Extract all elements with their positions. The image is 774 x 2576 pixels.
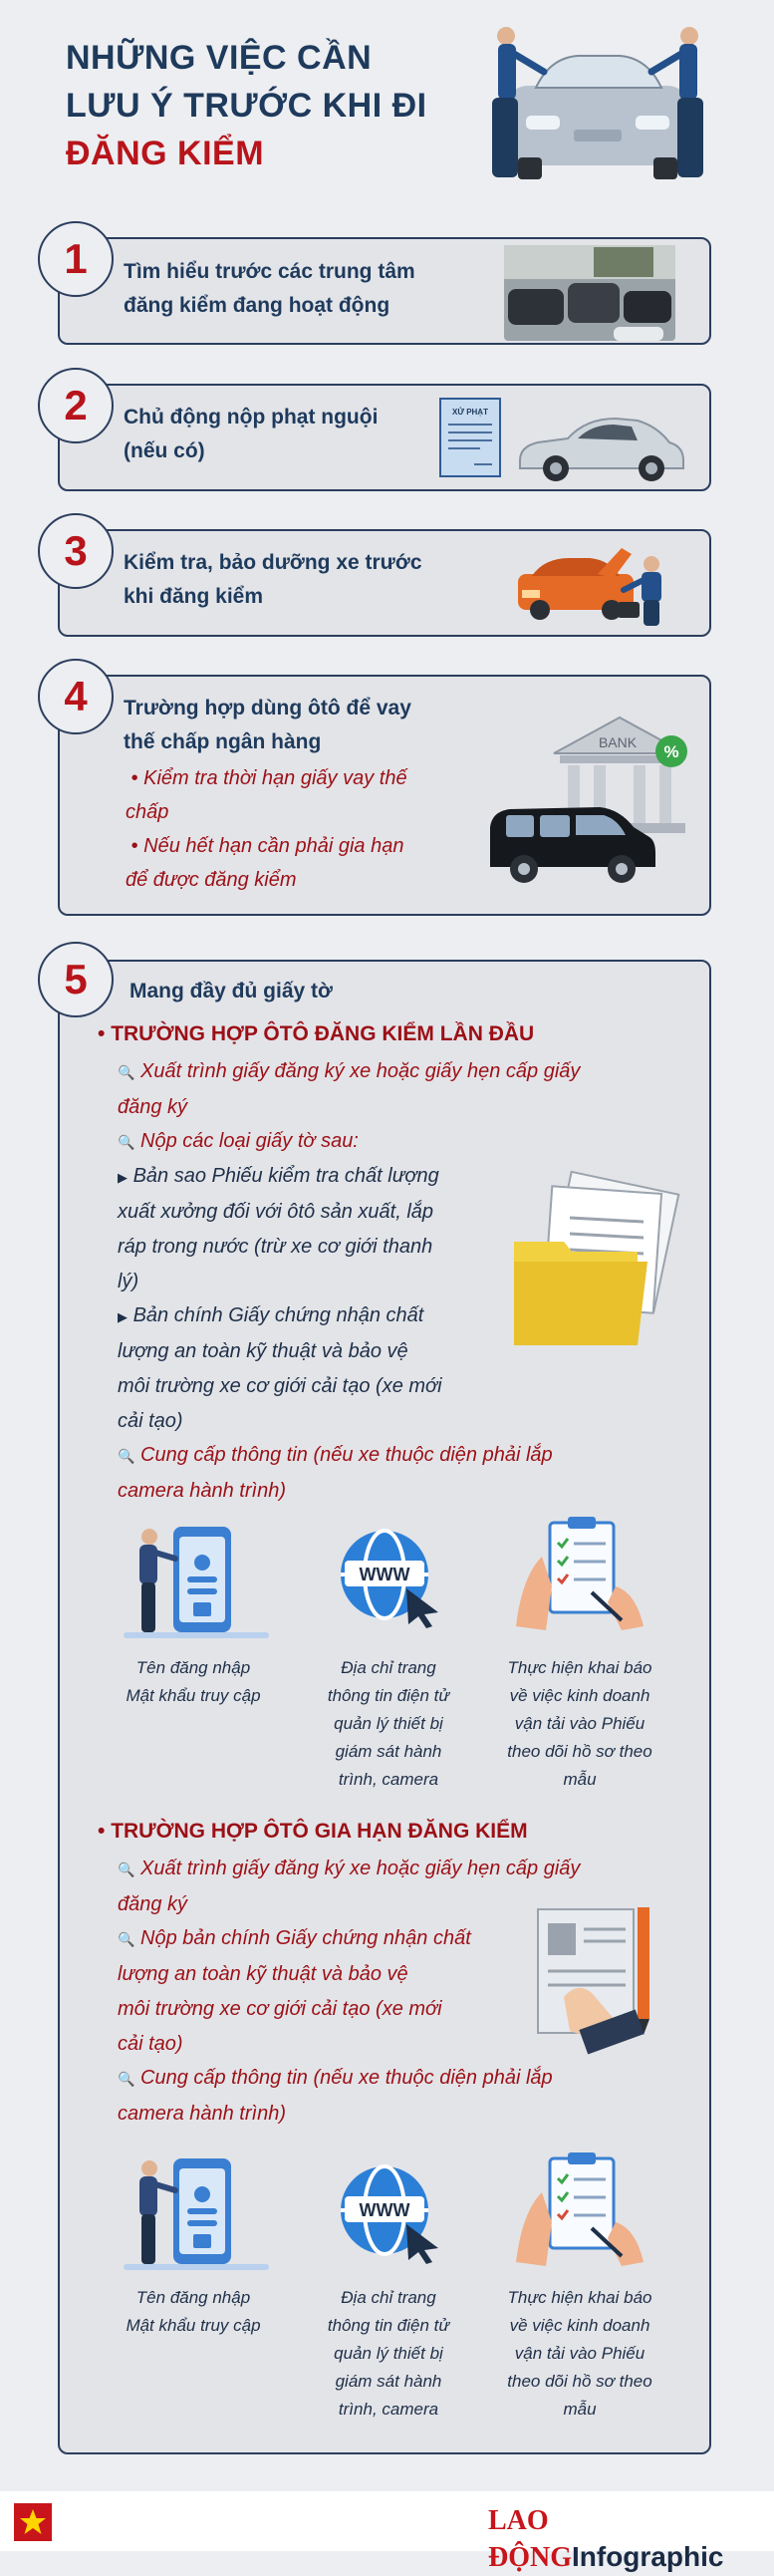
magnifier-icon: 🔍	[118, 1931, 135, 1947]
first-time-item-1: 🔍 Xuất trình giấy đăng ký xe hoặc giấy hẹn cấp giấy đăng ký	[118, 1060, 581, 1118]
fine-document-icon	[434, 395, 504, 480]
magnifier-icon: 🔍	[118, 2071, 135, 2087]
first-time-item-2: 🔍 Nộp các loại giấy tờ sau:	[118, 1130, 359, 1152]
mechanics-car-illustration	[478, 24, 717, 183]
magnifier-icon: 🔍	[118, 1134, 135, 1150]
step-5-number: 5	[38, 942, 114, 1017]
magnifier-icon: 🔍	[118, 1861, 135, 1877]
renewal-heading: • TRƯỜNG HỢP ÔTÔ GIA HẠN ĐĂNG KIỂM	[98, 1820, 528, 1843]
magnifier-icon: 🔍	[118, 1064, 135, 1080]
globe-www-icon	[335, 1525, 444, 1628]
triangle-bullet-icon: ▶	[118, 1309, 128, 1324]
renewal-item-2: 🔍 Nộp bản chính Giấy chứng nhận chất lượng an toàn kỹ thuật và bảo vệ môi trường xe cơ giới cải tạo (xe mới cải tạo)	[118, 1927, 471, 2055]
step-4-bullet-1: • Kiểm tra thời hạn giấy vay thế chấp	[126, 767, 407, 823]
globe-www-icon	[335, 2160, 444, 2264]
caption-web-2: Địa chỉ trang thông tin điện tử quản lý thiết bị giám sát hành trình, camera	[327, 2288, 450, 2419]
step-4-text: Trường hợp dùng ôtô để vay thế chấp ngân hàng	[124, 697, 411, 753]
page-title: NHỮNG VIỆC CẦN LƯU Ý TRƯỚC KHI ĐI ĐĂNG KIỂM	[66, 39, 427, 172]
car-repair-icon	[514, 546, 669, 626]
first-time-heading: • TRƯỜNG HỢP ÔTÔ ĐĂNG KIỂM LẦN ĐẦU	[98, 1022, 535, 1045]
silver-car-icon	[512, 409, 687, 484]
renewal-item-1: 🔍 Xuất trình giấy đăng ký xe hoặc giấy hẹn cấp giấy đăng ký	[118, 1858, 581, 1915]
step-4-bullet-2: • Nếu hết hạn cần phải gia hạn để được đăng kiểm	[126, 835, 404, 891]
www-label: WWW	[359, 2200, 410, 2220]
step-3-number: 3	[38, 513, 114, 589]
login-phone-icon	[124, 2154, 269, 2272]
fine-document-label: XỬ PHẠT	[452, 408, 488, 417]
step-2-number: 2	[38, 368, 114, 443]
profile-document-icon	[530, 1901, 661, 2045]
checklist-form-icon	[512, 2152, 647, 2272]
step-3-text: Kiểm tra, bảo dưỡng xe trước khi đăng kiểm	[124, 551, 422, 608]
caption-login-2: Tên đăng nhập Mật khẩu truy cập	[126, 2288, 261, 2335]
first-time-sub-2: ▶ Bản chính Giấy chứng nhận chất lượng an toàn kỹ thuật và bảo vệ môi trường xe cơ giới cải tạo (xe mới cải tạo)	[118, 1304, 442, 1432]
brand-logo: LAO ĐỘNGInfographic	[488, 2505, 724, 2573]
caption-report-1: Thực hiện khai báo về việc kinh doanh vận tải vào Phiếu theo dõi hồ sơ theo mẫu	[507, 1658, 652, 1789]
step-1-number: 1	[38, 221, 114, 297]
caption-login-1: Tên đăng nhập Mật khẩu truy cập	[126, 1658, 261, 1705]
folder-documents-icon	[508, 1172, 677, 1351]
inspection-center-photo	[504, 245, 675, 341]
footer	[0, 2491, 774, 2573]
caption-report-2: Thực hiện khai báo về việc kinh doanh vận tải vào Phiếu theo dõi hồ sơ theo mẫu	[507, 2288, 652, 2419]
bank-label: BANK	[598, 734, 638, 750]
magnifier-icon: 🔍	[118, 1448, 135, 1464]
triangle-bullet-icon: ▶	[118, 1170, 128, 1185]
step-1-text: Tìm hiểu trước các trung tâm đăng kiểm đang hoạt động	[124, 260, 415, 317]
first-time-item-3: 🔍 Cung cấp thông tin (nếu xe thuộc diện phải lắp camera hành trình)	[118, 1444, 553, 1502]
step-2-text: Chủ động nộp phạt nguội (nếu có)	[124, 406, 379, 462]
renewal-item-3: 🔍 Cung cấp thông tin (nếu xe thuộc diện phải lắp camera hành trình)	[118, 2067, 553, 2125]
step-4-number: 4	[38, 659, 114, 734]
black-van-icon	[480, 797, 657, 887]
percent-icon: %	[663, 742, 679, 761]
star-logo-icon	[14, 2503, 52, 2541]
step-5-heading: Mang đầy đủ giấy tờ	[129, 980, 333, 1002]
caption-web-1: Địa chỉ trang thông tin điện tử quản lý thiết bị giám sát hành trình, camera	[327, 1658, 450, 1789]
login-phone-icon	[124, 1523, 269, 1640]
checklist-form-icon	[512, 1517, 647, 1636]
first-time-sub-1: ▶ Bản sao Phiếu kiểm tra chất lượng xuất xưởng đối với ôtô sản xuất, lắp ráp trong nước (trừ xe cơ giới thanh lý)	[118, 1165, 439, 1292]
www-label: WWW	[359, 1565, 410, 1584]
